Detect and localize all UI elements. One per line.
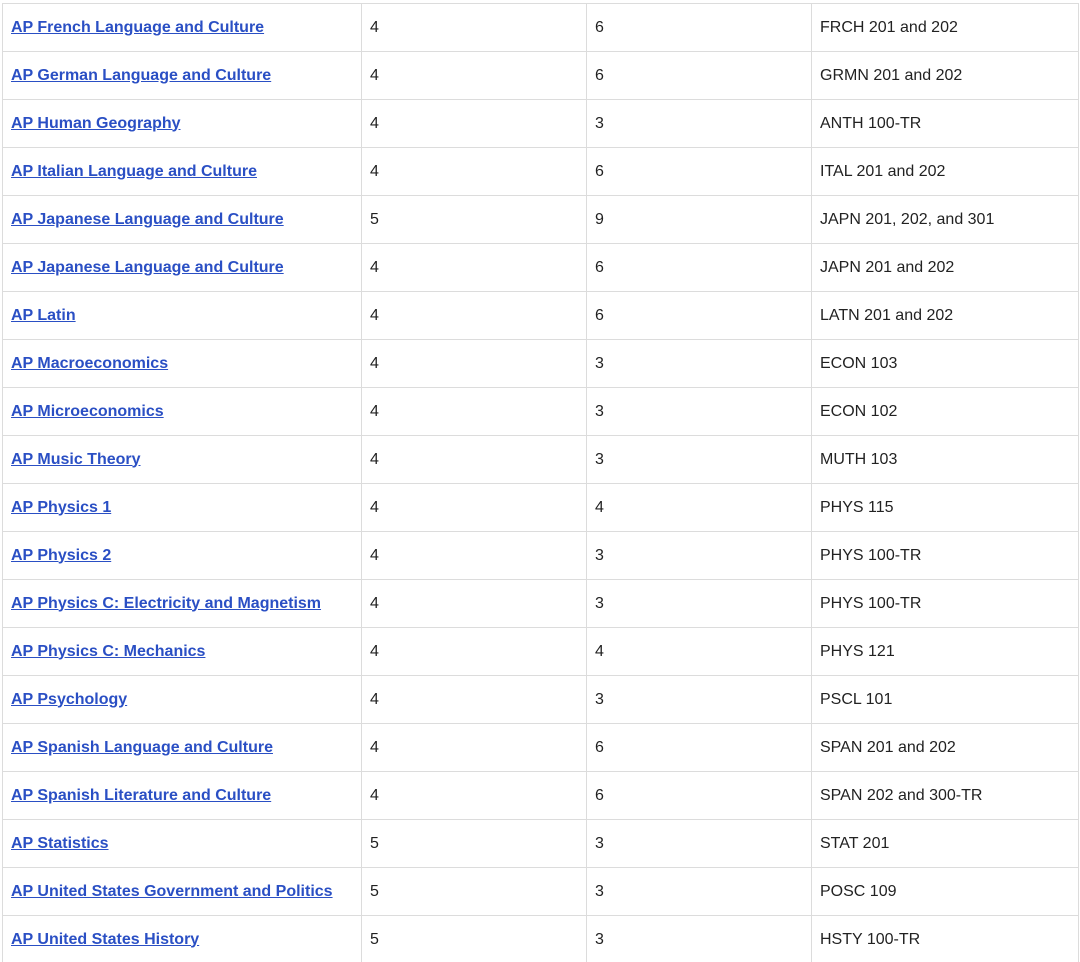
min-score-cell: 4 (362, 292, 587, 340)
credits-cell: 3 (587, 676, 812, 724)
table-row (3, 52, 1079, 100)
exam-link[interactable]: AP Statistics (11, 834, 109, 852)
credits-cell: 3 (587, 820, 812, 868)
course-equivalent-cell: ANTH 100-TR (812, 100, 1079, 148)
credits-cell: 3 (587, 100, 812, 148)
exam-cell (3, 580, 362, 628)
min-score-cell: 4 (362, 724, 587, 772)
table-row (3, 292, 1079, 340)
exam-link[interactable]: AP Physics 2 (11, 546, 112, 564)
ap-credit-table (2, 3, 1079, 962)
table-row (3, 4, 1079, 52)
credits-cell: 3 (587, 916, 812, 962)
min-score-cell: 5 (362, 196, 587, 244)
table-row (3, 100, 1079, 148)
credits-cell: 6 (587, 52, 812, 100)
exam-cell (3, 148, 362, 196)
credits-cell: 6 (587, 244, 812, 292)
course-equivalent-cell: PSCL 101 (812, 676, 1079, 724)
credits-cell: 3 (587, 532, 812, 580)
exam-cell (3, 436, 362, 484)
min-score-cell: 4 (362, 484, 587, 532)
exam-link[interactable]: AP United States Government and Politics (11, 882, 333, 900)
exam-cell (3, 52, 362, 100)
exam-link[interactable]: AP Italian Language and Culture (11, 162, 257, 180)
credits-cell: 3 (587, 388, 812, 436)
min-score-cell: 4 (362, 580, 587, 628)
exam-cell (3, 820, 362, 868)
table-row (3, 388, 1079, 436)
exam-cell (3, 244, 362, 292)
exam-link[interactable]: AP Japanese Language and Culture (11, 258, 284, 276)
min-score-cell: 4 (362, 4, 587, 52)
min-score-cell: 4 (362, 52, 587, 100)
course-equivalent-cell: ECON 103 (812, 340, 1079, 388)
table-row (3, 916, 1079, 962)
course-equivalent-cell: STAT 201 (812, 820, 1079, 868)
exam-cell (3, 532, 362, 580)
course-equivalent-cell: GRMN 201 and 202 (812, 52, 1079, 100)
exam-link[interactable]: AP Microeconomics (11, 402, 164, 420)
table-row (3, 724, 1079, 772)
course-equivalent-cell: JAPN 201 and 202 (812, 244, 1079, 292)
credits-cell: 6 (587, 4, 812, 52)
credits-cell: 3 (587, 436, 812, 484)
credits-cell: 4 (587, 484, 812, 532)
credits-cell: 6 (587, 292, 812, 340)
table-row (3, 772, 1079, 820)
course-equivalent-cell: PHYS 100-TR (812, 580, 1079, 628)
exam-link[interactable]: AP Psychology (11, 690, 128, 708)
min-score-cell: 4 (362, 772, 587, 820)
exam-cell (3, 4, 362, 52)
course-equivalent-cell: PHYS 100-TR (812, 532, 1079, 580)
course-equivalent-cell: POSC 109 (812, 868, 1079, 916)
exam-cell (3, 388, 362, 436)
min-score-cell: 4 (362, 148, 587, 196)
exam-link[interactable]: AP Physics C: Electricity and Magnetism (11, 594, 322, 612)
min-score-cell: 4 (362, 628, 587, 676)
exam-link[interactable]: AP Spanish Literature and Culture (11, 786, 272, 804)
credits-cell: 3 (587, 580, 812, 628)
exam-link[interactable]: AP Human Geography (11, 114, 181, 132)
exam-cell (3, 100, 362, 148)
table-row (3, 148, 1079, 196)
exam-cell (3, 772, 362, 820)
ap-credit-table-body (3, 4, 1079, 962)
exam-link[interactable]: AP Music Theory (11, 450, 141, 468)
exam-cell (3, 292, 362, 340)
course-equivalent-cell: HSTY 100-TR (812, 916, 1079, 962)
exam-cell (3, 676, 362, 724)
exam-cell (3, 868, 362, 916)
credits-cell: 3 (587, 868, 812, 916)
course-equivalent-cell: SPAN 202 and 300-TR (812, 772, 1079, 820)
min-score-cell: 5 (362, 820, 587, 868)
course-equivalent-cell: LATN 201 and 202 (812, 292, 1079, 340)
exam-cell (3, 628, 362, 676)
min-score-cell: 4 (362, 436, 587, 484)
course-equivalent-cell: ECON 102 (812, 388, 1079, 436)
min-score-cell: 5 (362, 916, 587, 962)
exam-link[interactable]: AP German Language and Culture (11, 66, 272, 84)
exam-link[interactable]: AP United States History (11, 930, 200, 948)
table-row (3, 820, 1079, 868)
table-row (3, 196, 1079, 244)
course-equivalent-cell: JAPN 201, 202, and 301 (812, 196, 1079, 244)
table-row (3, 676, 1079, 724)
credits-cell: 3 (587, 340, 812, 388)
exam-cell (3, 724, 362, 772)
min-score-cell: 5 (362, 868, 587, 916)
min-score-cell: 4 (362, 244, 587, 292)
credits-cell: 9 (587, 196, 812, 244)
course-equivalent-cell: PHYS 121 (812, 628, 1079, 676)
course-equivalent-cell: SPAN 201 and 202 (812, 724, 1079, 772)
exam-link[interactable]: AP Physics 1 (11, 498, 112, 516)
exam-cell (3, 916, 362, 962)
table-row (3, 340, 1079, 388)
min-score-cell: 4 (362, 532, 587, 580)
table-row (3, 484, 1079, 532)
min-score-cell: 4 (362, 388, 587, 436)
credits-cell: 6 (587, 148, 812, 196)
credits-cell: 6 (587, 724, 812, 772)
exam-link[interactable]: AP Macroeconomics (11, 354, 169, 372)
table-row (3, 628, 1079, 676)
exam-link[interactable]: AP Japanese Language and Culture (11, 210, 284, 228)
exam-cell (3, 340, 362, 388)
table-row (3, 244, 1079, 292)
exam-link[interactable]: AP Latin (11, 306, 76, 324)
table-row (3, 868, 1079, 916)
min-score-cell: 4 (362, 100, 587, 148)
table-row (3, 436, 1079, 484)
course-equivalent-cell: FRCH 201 and 202 (812, 4, 1079, 52)
exam-link[interactable]: AP Physics C: Mechanics (11, 642, 206, 660)
course-equivalent-cell: MUTH 103 (812, 436, 1079, 484)
table-row (3, 532, 1079, 580)
exam-link[interactable]: AP Spanish Language and Culture (11, 738, 273, 756)
course-equivalent-cell: ITAL 201 and 202 (812, 148, 1079, 196)
table-row (3, 580, 1079, 628)
course-equivalent-cell: PHYS 115 (812, 484, 1079, 532)
exam-cell (3, 196, 362, 244)
exam-cell (3, 484, 362, 532)
min-score-cell: 4 (362, 340, 587, 388)
exam-link[interactable]: AP French Language and Culture (11, 18, 265, 36)
min-score-cell: 4 (362, 676, 587, 724)
credits-cell: 6 (587, 772, 812, 820)
credits-cell: 4 (587, 628, 812, 676)
